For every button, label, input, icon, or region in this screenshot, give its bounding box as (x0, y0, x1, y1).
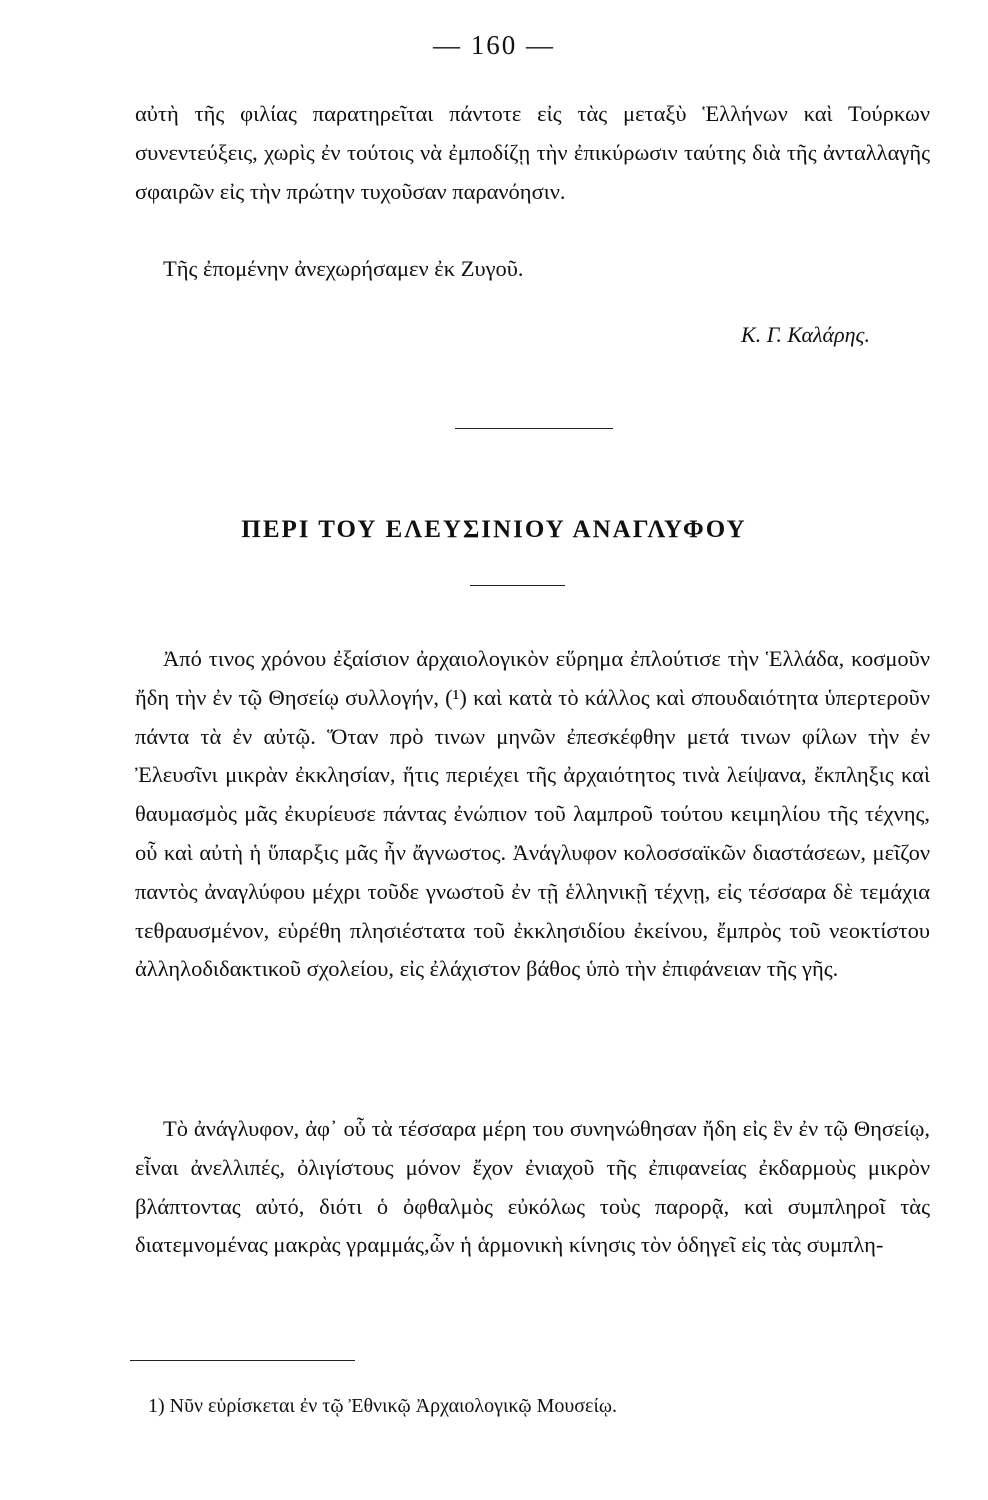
article-title: ΠΕΡΙ ΤΟΥ ΕΛΕΥΣΙΝΙΟΥ ΑΝΑΓΛΥΦΟΥ (241, 516, 747, 543)
title-underline-rule (470, 585, 565, 586)
footnote-separator-rule (130, 1360, 355, 1361)
previous-article-paragraph-1: αὐτὴ τῆς φιλίας παρατηρεῖται πάντοτε εἰς τὰς μεταξὺ Ἑλλήνων καὶ Τούρκων συνεντεύξεις, χωρὶς ἐν τούτοις νὰ ἐμποδίζῃ τὴν ἐπικύρωσιν ταύτης διὰ τῆς ἀνταλλαγῆς σφαιρῶν εἰς τὴν πρώτην τυχοῦσαν παρανόησιν. (135, 101, 930, 204)
previous-article-paragraph-2: Τῆς ἐπομένην ἀνεχωρήσαμεν ἐκ Ζυγοῦ. (163, 256, 524, 281)
section-separator-rule (455, 428, 613, 429)
page-number: — 160 — (433, 30, 555, 60)
article-paragraph-2: Τὸ ἀνάγλυφον, ἀφ᾽ οὗ τὰ τέσσαρα μέρη του συνηνώθησαν ἤδη εἰς ἓν ἐν τῷ Θησείῳ, εἶναι ἀνελλιπές, ὀλιγίστους μόνον ἔχον ἐνιαχοῦ τῆς ἐπιφανείας ἐκδαρμοὺς μικρὸν βλάπτοντας αὐτό, διότι ὁ ὀφθαλμὸς εὐκόλως τοὺς παρορᾷ, καὶ συμπληροῖ τὰς διατεμνομένας μακρὰς γραμμάς,ὧν ἡ ἁρμονικὴ κίνησις τὸν ὁδηγεῖ εἰς τὰς συμπλη- (135, 1116, 930, 1258)
footnote: 1) Νῦν εὑρίσκεται ἐν τῷ Ἐθνικῷ Ἀρχαιολογικῷ Μουσείῳ. (148, 1395, 618, 1417)
author-signature: Κ. Γ. Καλάρης. (741, 322, 870, 347)
article-paragraph-1: Ἀπό τινος χρόνου ἐξαίσιον ἀρχαιολογικὸν εὕρημα ἐπλούτισε τὴν Ἑλλάδα, κοσμοῦν ἤδη τὴν ἐν τῷ Θησείῳ συλλογήν, (¹) καὶ κατὰ τὸ κάλλος καὶ σπουδαιότητα ὑπερτεροῦν πάντα τὰ ἐν αὐτῷ. Ὅταν πρὸ τινων μηνῶν ἐπεσκέφθην μετά τινων φίλων τὴν ἐν Ἐλευσῖνι μικρὰν ἐκκλησίαν, ἥτις περιέχει τῆς ἀρχαιότητος τινὰ λείψανα, ἔκπληξις καὶ θαυμασμὸς μᾶς ἐκυρίευσε πάντας ἐνώπιον τοῦ λαμπροῦ τούτου κειμηλίου τῆς τέχνης, οὗ καὶ αὐτὴ ἡ ὕπαρξις μᾶς ἦν ἄγνωστος. Ἀνάγλυφον κολοσσαϊκῶν διαστάσεων, μεῖζον παντὸς ἀναγλύφου μέχρι τοῦδε γνωστοῦ ἐν τῇ ἑλληνικῇ τέχνῃ, εἰς τέσσαρα δὲ τεμάχια τεθραυσμένον, εὑρέθη πλησιέστατα τοῦ ἐκκλησιδίου ἐκείνου, ἔμπρὸς τοῦ νεοκτίστου ἀλληλοδιδακτικοῦ σχολείου, εἰς ἐλάχιστον βάθος ὑπὸ τὴν ἐπιφάνειαν τῆς γῆς. (135, 646, 930, 982)
